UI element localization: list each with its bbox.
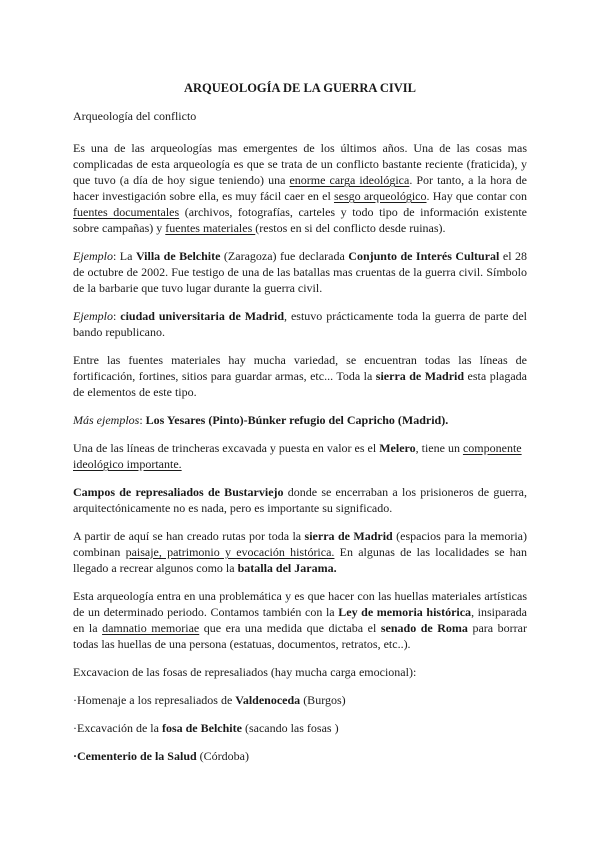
underlined-text: sesgo arqueológico [333, 189, 427, 203]
italic-text: Ejemplo [73, 309, 113, 323]
text: donde se encerraban a los prisioneros de guerra, arquitectónicamente no es nada, pero es importante su significado. [73, 485, 527, 515]
list-item-valdenoceda [73, 692, 527, 708]
text: . Hay que contar con [426, 189, 527, 203]
text: . Por tanto, a la hora de hacer investigación sobre ella, es muy fácil caer en el [73, 173, 527, 203]
paragraph-excavacion: Excavacion de las fosas de represaliados (hay mucha carga emocional): [73, 665, 417, 679]
bold-text: Campos de represaliados de Bustarviejo [73, 485, 284, 499]
text: Una de las líneas de trincheras excavada y puesta en valor es el [73, 441, 380, 455]
bold-text: Ley de memoria histórica [338, 605, 472, 619]
paragraph-fuentes-materiales [73, 352, 527, 400]
section-subtitle: Arqueología del conflicto [73, 109, 197, 123]
text: (restos en si del conflicto desde ruinas). [255, 221, 446, 235]
paragraph-rutas [73, 528, 527, 576]
text: , insiparada en la [73, 605, 527, 635]
underlined-text: fuentes materiales [165, 221, 256, 235]
underlined-text: componente ideológico importante. [73, 441, 522, 471]
text: (Burgos) [300, 693, 346, 707]
document-page [73, 80, 527, 776]
paragraph-ciudad-universitaria [73, 308, 527, 340]
text: Esta arqueología entra en una problemática y es que hacer con las huellas materiales artísticas de un determinado periodo. Contamos también con la [73, 589, 527, 619]
text: el 28 de octubre de 2002. Fue testigo de una de las batallas mas cruentas de la guerra civil. Símbolo de la barbarie que tuvo lugar durante la guerra civil. [73, 249, 528, 295]
bold-text: fosa de Belchite [161, 721, 242, 735]
bold-text: senado de Roma [380, 621, 468, 635]
bold-text: Villa de Belchite [135, 249, 221, 263]
text: , estuvo prácticamente toda la guerra de parte del bando republicano. [73, 309, 527, 339]
underlined-text: fuentes documentales [73, 205, 180, 219]
paragraph-belchite [73, 248, 527, 296]
paragraph-memoria-historica [73, 588, 527, 652]
list-item-fosa-belchite [73, 720, 527, 736]
italic-text: Más ejemplos [73, 413, 140, 427]
paragraph-melero [73, 440, 527, 472]
underlined-text: enorme carga ideológica [289, 173, 410, 187]
text: (espacios para la memoria) combinan [73, 529, 528, 559]
paragraph-intro [73, 140, 527, 236]
text: esta plagada de elementos de este tipo. [73, 369, 528, 399]
text: A partir de aquí se han creado rutas por toda la [73, 529, 305, 543]
paragraph-bustarviejo [73, 484, 527, 516]
text: : La [113, 249, 136, 263]
page-title: ARQUEOLOGÍA DE LA GUERRA CIVIL [184, 81, 416, 95]
text: para borrar todas las huellas de una persona (estatuas, documentos, retratos, etc..). [73, 621, 527, 651]
underlined-text: paisaje, patrimonio y evocación histórica. [125, 545, 335, 559]
bold-text: Los Yesares (Pinto)-Búnker refugio del Capricho (Madrid). [145, 413, 449, 427]
text: ·Excavación de la [73, 721, 162, 735]
bold-text: Melero [379, 441, 416, 455]
text: (archivos, fotografías, carteles y todo tipo de información existente sobre campañas) y [73, 205, 527, 235]
text: que era una medida que dictaba el [199, 621, 381, 635]
bold-text: ciudad universitaria de Madrid [120, 309, 285, 323]
text: : [113, 309, 121, 323]
bold-text: batalla del Jarama. [237, 561, 337, 575]
list-item-cementerio [73, 748, 527, 764]
paragraph-mas-ejemplos [73, 412, 527, 428]
text: Es una de las arqueologías mas emergentes de los últimos años. Una de las cosas mas complicadas de esta arqueología es que se trata de un conflicto bastante reciente (fraticida), y que tuvo (a día de hoy sigue teniendo) una [73, 141, 527, 187]
text: En algunas de las localidades se han llegado a recrear algunos como la [73, 545, 528, 575]
text: (Córdoba) [196, 749, 249, 763]
text: (Zaragoza) fue declarada [220, 249, 349, 263]
text: , tiene un [415, 441, 463, 455]
bold-text: Conjunto de Interés Cultural [348, 249, 500, 263]
bold-text: sierra de Madrid [375, 369, 465, 383]
bold-text: Valdenoceda [235, 693, 301, 707]
text: : [139, 413, 146, 427]
bold-text: sierra de Madrid [304, 529, 393, 543]
italic-text: Ejemplo [73, 249, 113, 263]
text: ·Homenaje a los represaliados de [73, 693, 236, 707]
bold-text: ·Cementerio de la Salud [73, 749, 197, 763]
underlined-text: damnatio memoriae [102, 621, 200, 635]
text: Entre las fuentes materiales hay mucha variedad, se encuentran todas las líneas de fortificación, fortines, sitios para guardar armas, etc... Toda la [73, 353, 527, 383]
text: (sacando las fosas ) [241, 721, 339, 735]
